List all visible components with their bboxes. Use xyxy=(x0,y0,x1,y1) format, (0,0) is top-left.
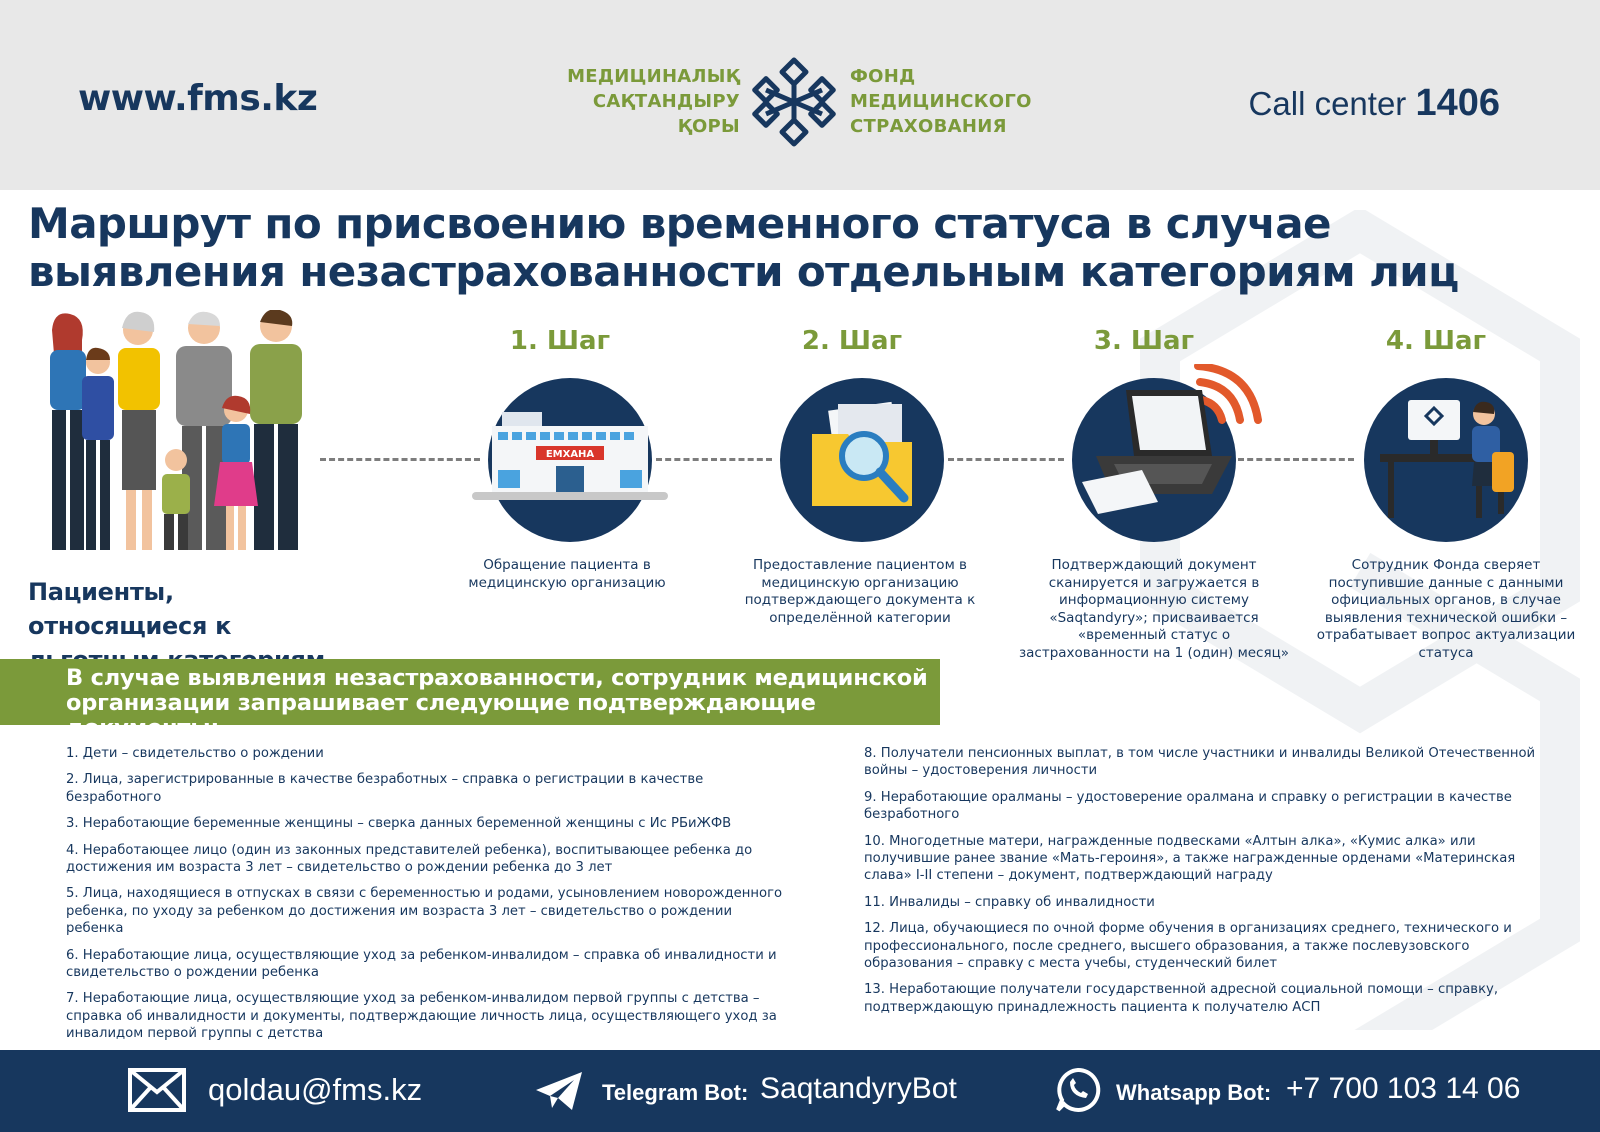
fund-logo-icon xyxy=(748,56,840,148)
call-center-number: 1406 xyxy=(1415,82,1500,124)
list-item: 10. Многодетные матери, награжденные подвесками «Алтын алка», «Кумис алка» или получившие ранее звание «Мать-героиня», а также награжденные орденами «Материнская слава» I-II степени – документ, подтверждающий награду xyxy=(864,833,1516,884)
family-illustration-icon xyxy=(36,310,336,570)
list-item: 3. Неработающие беременные женщины – сверка данных беременной женщины с Ис РБиЖФВ xyxy=(66,816,732,832)
documents-banner-text: В случае выявления незастрахованности, сотрудник медицинской организации запрашивает следующие подтверждающие документы: xyxy=(66,665,928,741)
envelope-icon xyxy=(128,1068,186,1112)
step-4-description: Сотрудник Фонда сверяет поступившие данные с данными официальных органов, в случае выявления технической ошибки – отрабатывает вопрос актуализации статуса xyxy=(1316,557,1576,661)
logo-kazakh-text: МЕДИЦИНАЛЫҚ САҚТАНДЫРУ ҚОРЫ xyxy=(567,66,740,137)
step-2-title: 2. Шаг xyxy=(801,326,903,356)
step-2-description: Предоставление пациентом в медицинскую организацию подтверждающего документа к определённой категории xyxy=(744,557,976,626)
telegram-label: Telegram Bot: xyxy=(602,1080,749,1105)
list-item: 7. Неработающие лица, осуществляющие уход за ребенком-инвалидом первой группы с детства – справка об инвалидности и документы, подтверждающие личность лица, осуществляющего уход за инвалидом первой группы с детства xyxy=(66,991,777,1042)
list-item: 8. Получатели пенсионных выплат, в том числе участники и инвалиды Великой Отечественной войны – удостоверения личности xyxy=(864,746,1536,779)
list-item: 5. Лица, находящиеся в отпусках в связи с беременностью и родами, усыновлением новорожденного ребенка, по уходу за ребенком до достижения им возраста 3 лет – свидетельство о рождении ребенка xyxy=(66,886,783,937)
telegram-bot-link[interactable]: SaqtandyryBot xyxy=(760,1072,957,1105)
employee-desk-icon xyxy=(1380,392,1530,522)
step-1-description: Обращение пациента в медицинскую организацию xyxy=(468,557,666,591)
page-title: Маршрут по присвоению временного статуса в случае выявления незастрахованности отдельным категориям лиц xyxy=(28,199,1459,296)
list-item: 13. Неработающие получатели государственной адресной социальной помощи – справку, подтверждающую принадлежность пациента к получателю АСП xyxy=(864,982,1499,1015)
list-item: 4. Неработающее лицо (один из законных представителей ребенка), воспитывающее ребенка до достижения им возраста 3 лет – свидетельство о рождении ребенка до 3 лет xyxy=(66,842,753,876)
whatsapp-bot-number[interactable]: +7 700 103 14 06 xyxy=(1286,1072,1521,1105)
documents-list-right xyxy=(864,745,1544,1025)
documents-list-left xyxy=(66,745,786,1052)
call-center[interactable] xyxy=(1249,82,1500,125)
patients-category-label: Пациенты, относящиеся к xyxy=(28,578,232,640)
clinic-sign-text: ЕМХАНА xyxy=(545,449,595,460)
whatsapp-icon xyxy=(1054,1066,1102,1114)
list-item: 11. Инвалиды – справку об инвалидности xyxy=(864,894,1155,910)
connector-line xyxy=(948,458,1064,461)
list-item: 1. Дети – свидетельство о рождении xyxy=(66,746,324,761)
list-item: 12. Лица, обучающиеся по очной форме обучения в организациях среднего, технического и профессионального, после среднего, высшего образования, а также послевузовского образования – справку с места учебы, студенческий билет xyxy=(864,921,1512,972)
contact-email[interactable]: qoldau@fms.kz xyxy=(208,1072,423,1107)
list-item: 2. Лица, зарегистрированные в качестве безработных – справка о регистрации в качестве безработного xyxy=(66,772,704,805)
step-3-description: Подтверждающий документ сканируется и загружается в информационную систему «Saqtandyry»; присваивается «временный статус о застрахованности на 1 (один) месяц» xyxy=(1018,557,1290,661)
connector-line xyxy=(320,458,480,461)
logo-russian-text: ФОНД МЕДИЦИНСКОГО СТРАХОВАНИЯ xyxy=(850,66,1032,137)
whatsapp-label: Whatsapp Bot: xyxy=(1116,1080,1272,1105)
step-4-title: 4. Шаг xyxy=(1385,326,1487,356)
clinic-building-icon xyxy=(472,408,668,508)
step-3-title: 3. Шаг xyxy=(1093,326,1195,356)
list-item: 9. Неработающие оралманы – удостоверение оралмана и справку о регистрации в качестве безработного xyxy=(864,789,1512,823)
telegram-icon xyxy=(534,1070,584,1112)
step-1-title: 1. Шаг xyxy=(509,326,611,356)
call-center-label: Call center xyxy=(1248,85,1407,122)
connector-line xyxy=(656,458,772,461)
folder-search-icon xyxy=(808,400,928,510)
site-url[interactable]: www.fms.kz xyxy=(78,78,318,119)
scanner-laptop-icon xyxy=(1082,364,1262,534)
list-item: 6. Неработающие лица, осуществляющие уход за ребенком-инвалидом – справка об инвалидности и свидетельство о рождении ребенка xyxy=(66,947,777,981)
